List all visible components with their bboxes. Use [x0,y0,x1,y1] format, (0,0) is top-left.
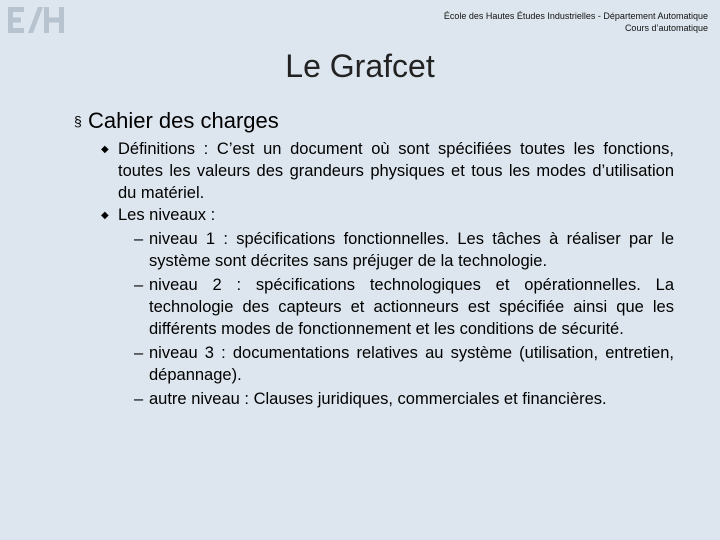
level-2-text: niveau 2 : spécifications technologiques et opérationnelles. La technologie des capteurs et actionneurs est spécifiée ainsi que les différents modes de fonctionnement et les conditions de sécurité. [149,276,674,338]
definition-text: Définitions : C’est un document où sont spécifiées toutes les fonctions, toutes les valeurs des grandeurs physiques et tous les modes d’utilisation du matériel. [118,140,674,202]
list-item [101,138,674,204]
dash-bullet: – [134,230,144,248]
page-title: Le Grafcet [285,48,435,84]
list-item [101,204,674,226]
section-heading [74,106,674,136]
level-1-text: niveau 1 : spécifications fonctionnelles. Les tâches à réaliser par le système sont décrites sans préjuger de la technologie. [149,230,674,270]
level-item [134,274,674,340]
dash-bullet: – [134,344,144,362]
dash-bullet: – [134,390,144,408]
section-bullet: § [74,113,82,129]
levels-heading-text: Les niveaux : [118,206,216,224]
other-level-text: autre niveau : Clauses juridiques, commerciales et financières. [149,390,607,408]
section-heading-text: Cahier des charges [88,108,279,133]
level-item [134,342,674,386]
level-3-text: niveau 3 : documentations relatives au système (utilisation, entretien, dépannage). [149,344,674,384]
level-item [134,228,674,272]
diamond-bullet-icon: ◆ [101,210,109,221]
slide-content [74,106,674,410]
level-item [134,388,674,410]
diamond-bullet-icon: ◆ [101,144,109,155]
dash-bullet: – [134,276,144,294]
header [444,10,708,34]
header-line-1: École des Hautes Études Industrielles - Département Automatique [443,11,708,21]
efh-logo-icon [6,4,66,36]
header-line-2: Cours d’automatique [624,23,708,33]
